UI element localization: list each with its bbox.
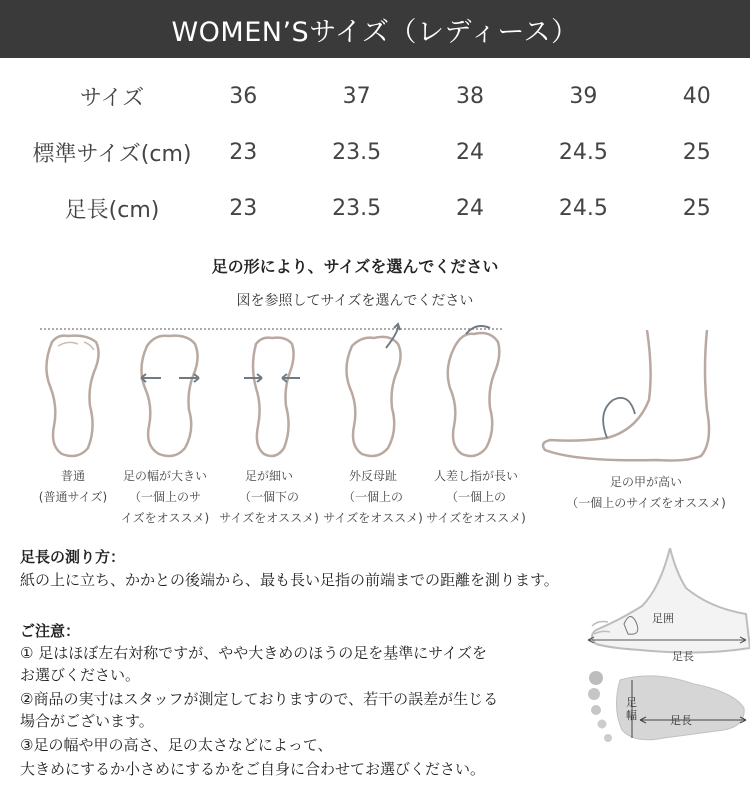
table-cell: 23 [229,139,258,165]
caption-line: サイズをオススメ) [323,511,423,525]
table-cell: 24.5 [558,195,608,221]
foot-sole-diagram [584,668,748,752]
high-instep-foot-icon [537,330,727,474]
note-line: ① 足はほぼ左右対称ですが、やや大きめのほうの足を基準にサイズを [20,644,488,662]
caption-line: （一個上の [445,490,506,504]
note-line: 大きめにするか小さめにするかをご自身に合わせてお選びください。 [20,760,486,778]
table-cell: 40 [682,83,711,109]
caption-line: （一個上の [342,490,403,504]
measure-heading: 足長の測り方： [20,548,126,566]
type-caption-high-instep [556,472,736,514]
bunion-foot-icon [340,322,412,460]
row-label: 標準サイズ(cm) [32,141,192,167]
note-line: ②商品の実寸はスタッフが測定しておりますので、若干の誤差が生じる [20,690,499,708]
notes-heading: ご注意： [20,622,81,640]
wide-foot-icon [135,332,205,460]
guide-title: 足の形により、サイズを選んでください [211,257,499,276]
caption-line: (普通サイズ) [38,490,108,504]
note-line: お選びください。 [20,666,141,684]
caption-line: 足が細い [244,469,293,483]
measure-text: 紙の上に立ち、かかとの後端から、最も長い足指の前端までの距離を測ります。 [20,571,559,589]
diagram-girth-label: 足囲 [652,612,674,625]
table-cell: 25 [682,195,711,221]
diagram-length-label: 足長 [672,650,694,663]
table-cell: 23.5 [332,139,382,165]
table-cell: 24 [455,195,484,221]
table-cell: 23 [229,195,258,221]
caption-line: サイズをオススメ) [426,511,526,525]
caption-line: 足の幅が大きい [122,469,207,483]
caption-line: 普通 [60,469,85,483]
table-row [22,124,738,180]
caption-line: （一個上のサイズをオススメ) [566,496,726,510]
narrow-foot-icon [240,332,304,460]
table-cell: 36 [229,83,258,109]
long-second-toe-foot-icon [440,322,510,460]
caption-line: 人差し指が長い [433,469,518,483]
page-title: WOMEN’Sサイズ（レディース） [171,16,579,48]
type-caption-wide [110,466,220,529]
table-cell: 39 [569,83,598,109]
note-line: ③足の幅や甲の高さ、足の太さなどによって、 [20,736,333,754]
table-row [22,68,738,124]
diagram-width-label: 足 幅 [626,696,637,722]
type-caption-narrow [214,466,324,529]
caption-line: サイズをオススメ) [219,511,319,525]
table-cell: 38 [455,83,484,109]
row-label: サイズ [79,85,145,111]
table-cell: 25 [682,139,711,165]
table-cell: 23.5 [332,195,382,221]
reference-dotted-line [40,328,502,330]
row-label: 足長(cm) [64,197,160,223]
caption-line: イズをオススメ) [120,511,210,525]
caption-line: 外反母趾 [348,469,397,483]
table-cell: 24 [455,139,484,165]
table-row [22,180,738,236]
caption-line: 足の甲が高い [609,475,682,489]
diagram-length-label-2: 足長 [670,714,692,727]
type-caption-long-toe [420,466,532,529]
table-cell: 24.5 [558,139,608,165]
guide-subtitle: 図を参照してサイズを選んでください [236,293,474,309]
caption-line: （一個上のサ [128,490,201,504]
note-line: 場合がございます。 [20,712,154,730]
page-header [0,0,750,58]
table-cell: 37 [342,83,371,109]
normal-foot-icon [38,332,108,460]
caption-line: （一個下の [238,490,299,504]
size-table [22,68,738,236]
foot-side-diagram [580,548,750,664]
type-caption-bunion [318,466,428,529]
